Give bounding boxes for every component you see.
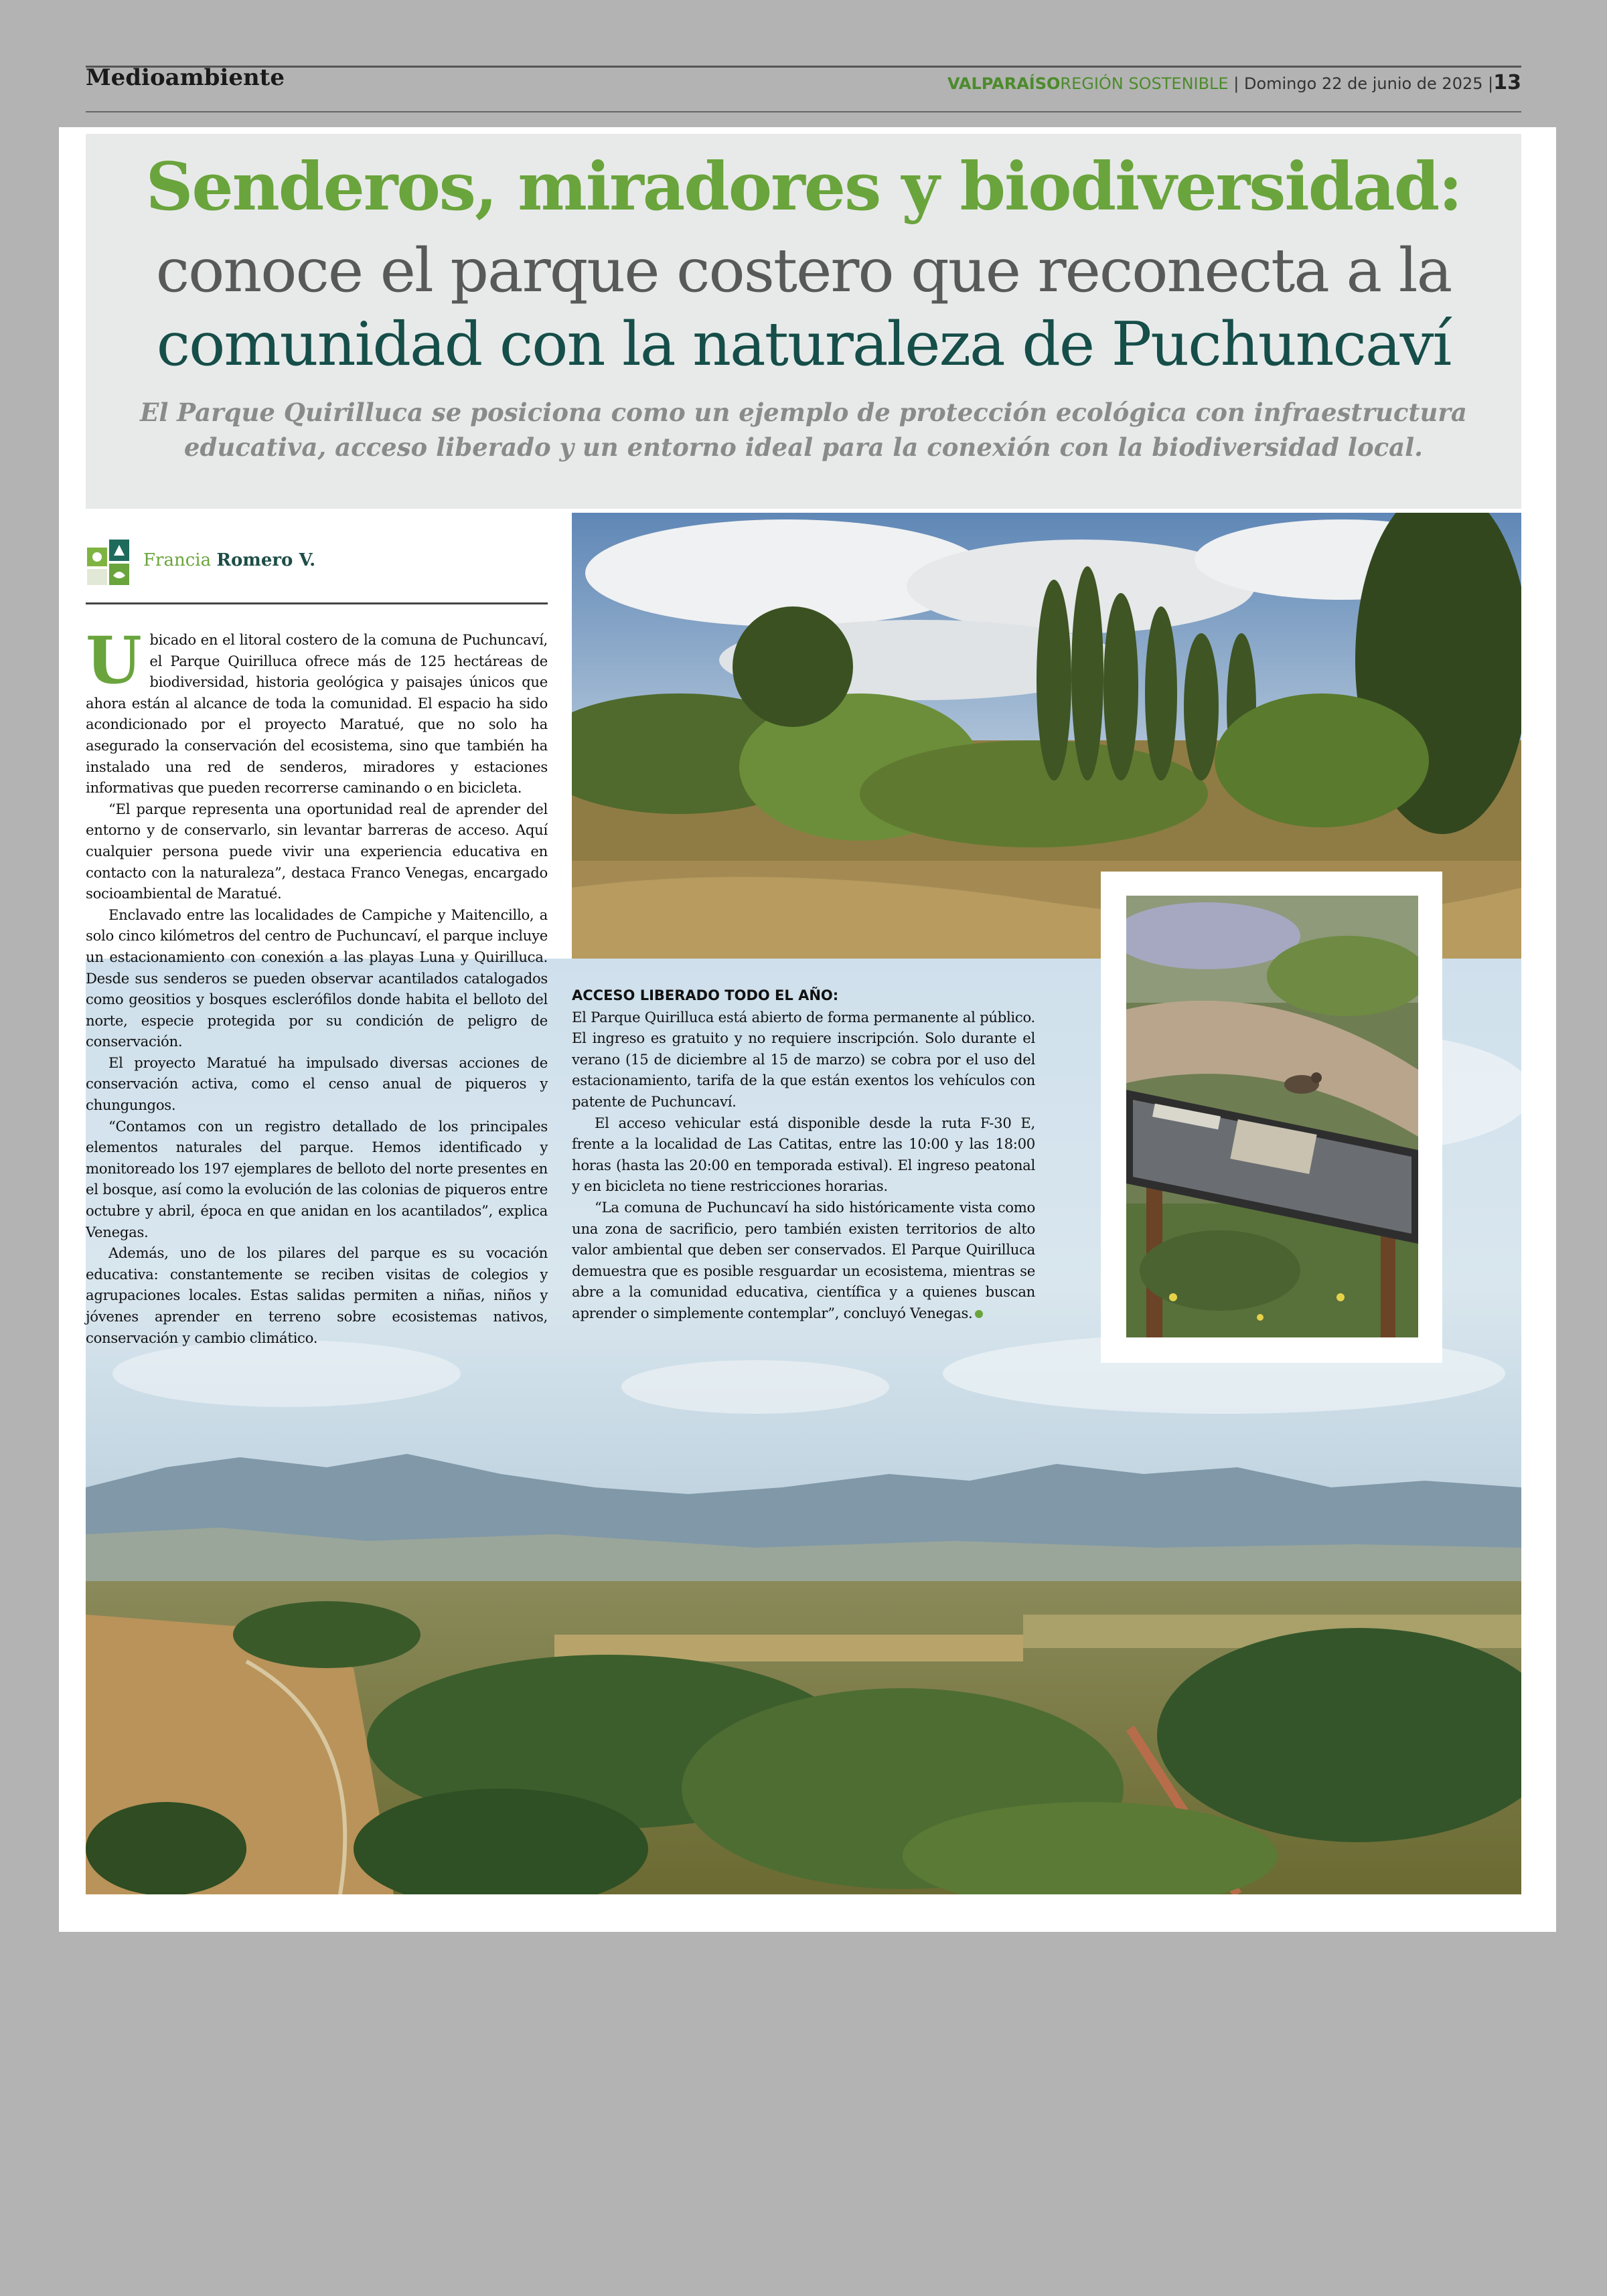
page-number: 13	[1493, 71, 1521, 94]
header-bottom-rule	[86, 111, 1521, 112]
brand-subtitle: REGIÓN SOSTENIBLE	[1060, 74, 1229, 93]
article-paragraph	[86, 623, 548, 799]
drop-cap: U	[86, 623, 142, 698]
article-paragraph: Enclavado entre las localidades de Campiche y Maitencillo, a solo cinco kilómetros del centro de Puchuncaví, el parque incluye un estacionamiento con conexión a las playas Luna y Quirilluca. Desde sus senderos se pueden observar acantilados catalogados como geositios y bosques esclerófilos donde habita el belloto del norte, especie protegida por su condición de peligro de conservación.	[86, 906, 548, 1050]
author-last-name: Romero V.	[216, 550, 316, 570]
header-top-rule	[86, 66, 1521, 68]
article-paragraph	[572, 1197, 1035, 1324]
publication-date: Domingo 22 de junio de 2025	[1243, 74, 1483, 93]
article-paragraph: Además, uno de los pilares del parque es su vocación educativa: constantemente se reciben visitas de colegios y agrupaciones locales. Estas salidas permiten a niñas, niños y jóvenes aprender en terreno sobre ecosistemas nativos, conservación y cambio climático.	[86, 1244, 548, 1346]
article-paragraph: El acceso vehicular está disponible desde la ruta F-30 E, frente a la localidad de Las Catitas, entre las 10:00 y las 18:00 horas (hasta las 20:00 en temporada estival). El ingreso peatonal y en bicicleta no tiene restricciones horarias.	[572, 1114, 1035, 1195]
headline-line-1: Senderos, miradores y biodiversidad:	[145, 149, 1462, 226]
headline-line-2: conoce el parque costero que reconecta a la	[155, 236, 1452, 306]
article-column-left	[86, 623, 548, 1348]
article-paragraph: “El parque representa una oportunidad real de aprender del entorno y de conservarlo, sin levantar barreras de acceso. Aquí cualquier persona puede vivir una experiencia educativa en contacto con la naturaleza”, destaca Franco Venegas, encargado socioambiental de Maratué.	[86, 800, 548, 902]
region-sostenible-logo-icon	[87, 540, 131, 586]
author-first-name: Francia	[143, 550, 212, 570]
paragraph-text: “La comuna de Puchuncaví ha sido históricamente vista como una zona de sacrificio, pero también existen territorios de alto valor ambiental que deben ser conservados. El Parque Quirilluca demuestra que es posible resguardar un ecosistema, mientras se abre a la comunidad educativa, científica y a quienes buscan aprender o simplemente contemplar”, concluyó Venegas.	[572, 1198, 1035, 1321]
separator: |	[1233, 74, 1239, 93]
headline-line-3: comunidad con la naturaleza de Puchuncaví	[156, 309, 1451, 380]
byline-rule	[86, 602, 548, 604]
article-paragraph: El Parque Quirilluca está abierto de forma permanente al público. El ingreso es gratuito y no requiere inscripción. Solo durante el verano (15 de diciembre al 15 de marzo) se cobra por el uso del estacionamiento, tarifa de la que están exentos los vehículos con patente de Puchuncaví.	[572, 1008, 1035, 1110]
article-deck: El Parque Quirilluca se posiciona como un ejemplo de protección ecológica con infraestructura educativa, acceso liberado y un entorno ideal para la conexión con la biodiversidad local.	[140, 398, 1467, 462]
end-mark-icon	[975, 1310, 983, 1318]
byline	[143, 550, 315, 570]
separator: |	[1488, 74, 1494, 93]
paragraph-text: bicado en el litoral costero de la comuna de Puchuncaví, el Parque Quirilluca ofrece más de 125 hectáreas de biodiversidad, historia geológica y paisajes únicos que ahora están al alcance de toda la comunidad. El espacio ha sido acondicionado por el proyecto Maratué, que no solo ha asegurado la conservación del ecosistema, sino que también ha instalado una red de senderos, miradores y estaciones informativas que pueden recorrerse caminando o en bicicleta.	[86, 631, 548, 797]
article-paragraph: “Contamos con un registro detallado de los principales elementos naturales del parque. Hemos identificado y monitoreado los 197 ejemplares de belloto del norte presentes en el bosque, así como la evolución de las colonias de piqueros entre octubre y abril, época en que anidan en los acantilados”, explica Venegas.	[86, 1117, 548, 1240]
info-sign-bird-photo	[1126, 896, 1418, 1337]
article-paragraph: El proyecto Maratué ha impulsado diversas acciones de conservación activa, como el censo anual de piqueros y chungungos.	[86, 1054, 548, 1114]
section-label: Medioambiente	[86, 64, 285, 91]
publication-info	[947, 71, 1521, 94]
brand-name: VALPARAÍSO	[947, 74, 1061, 93]
subheading: ACCESO LIBERADO TODO EL AÑO:	[572, 987, 839, 1003]
article-column-right	[572, 985, 1035, 1324]
